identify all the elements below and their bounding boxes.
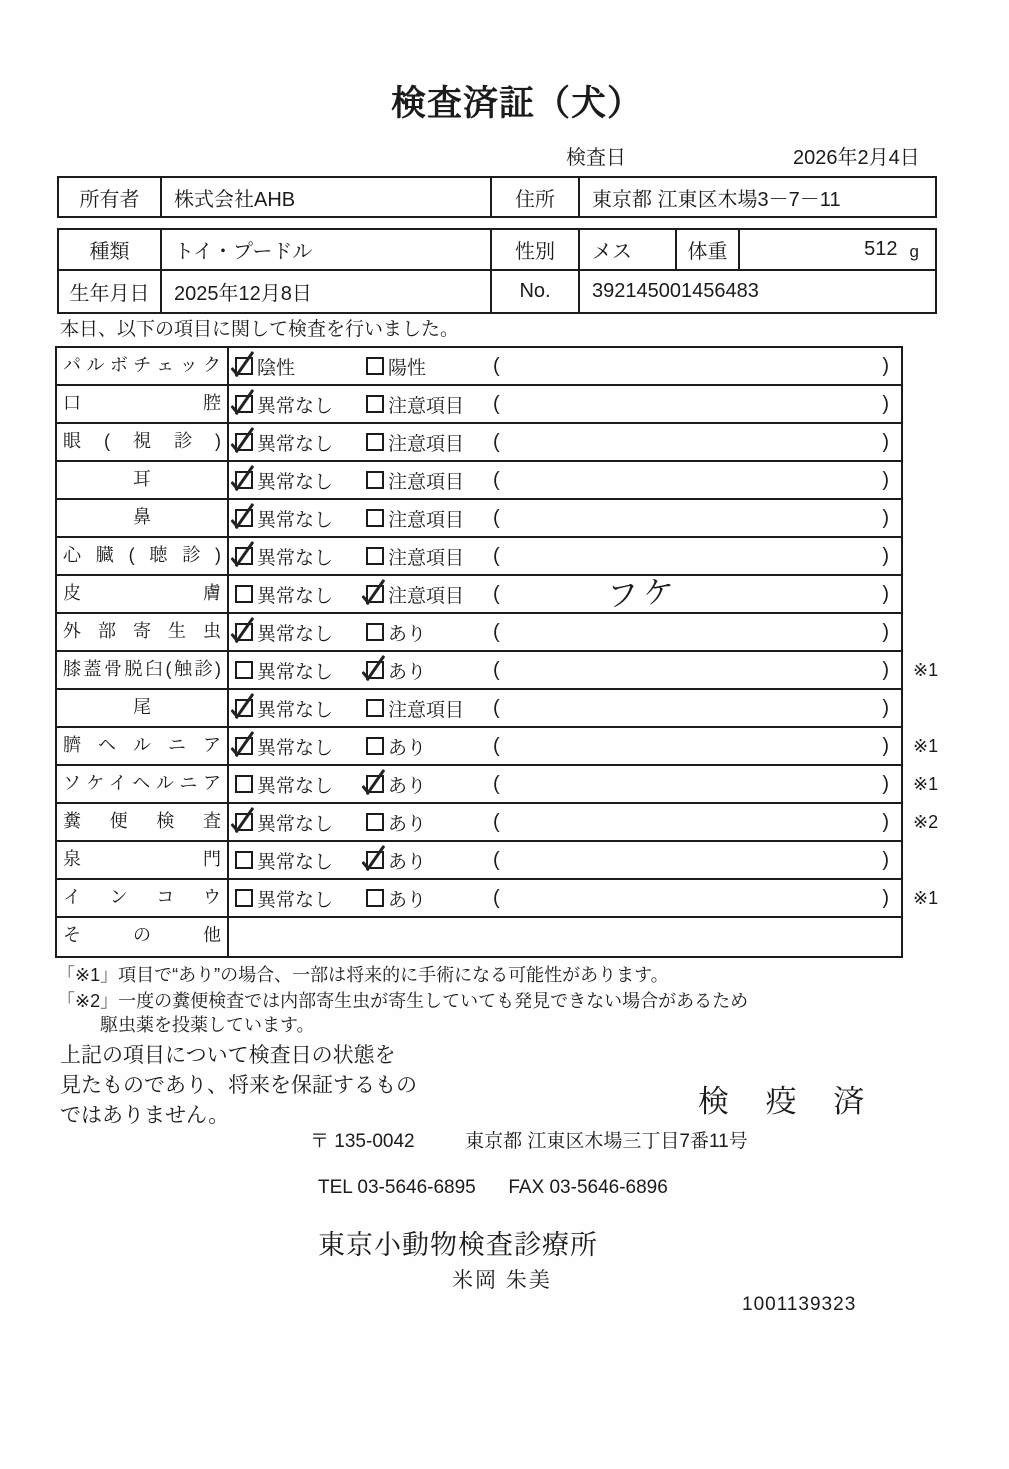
option-2 [366, 614, 426, 650]
checkbox-option-2 [366, 509, 384, 527]
footnote-2-continuation: 駆虫薬を投薬しています。 [100, 1015, 315, 1035]
footnote-1: 「※1」項目で“あり”の場合、一部は将来的に手術になる可能性があります。 [57, 965, 669, 985]
checklist-row [57, 842, 901, 880]
animal-info-table [57, 228, 937, 314]
weight-label: 体重 [677, 230, 740, 269]
option-1-label: 異常なし [257, 737, 334, 759]
weight-value [740, 230, 935, 269]
option-1-label: 陰性 [257, 357, 296, 379]
option-2-label: 注意項目 [388, 509, 465, 531]
checkbox-option-1 [235, 851, 253, 869]
checklist-row-content [229, 500, 901, 536]
checkbox-option-1 [235, 585, 253, 603]
checklist-row [57, 918, 901, 956]
note-paren-close: ) [882, 355, 889, 377]
option-1 [235, 576, 333, 612]
option-2-label: あり [388, 737, 427, 759]
fax-number: FAX 03-5646-6896 [508, 1177, 668, 1198]
disclaimer-line-1: 上記の項目について検査日の状態を [60, 1044, 396, 1067]
option-1 [235, 424, 333, 460]
checklist-row [57, 386, 901, 424]
checkbox-option-1 [235, 471, 253, 489]
note-paren-open: ( [493, 621, 500, 643]
checklist-row-content [229, 766, 939, 802]
option-2-label: 注意項目 [388, 433, 465, 455]
option-1 [235, 842, 333, 878]
birthdate-value: 2025年12月8日 [162, 271, 492, 312]
checkbox-option-1 [235, 775, 253, 793]
checklist-row [57, 462, 901, 500]
option-1 [235, 728, 333, 764]
checkbox-option-2 [366, 661, 384, 679]
inspection-date-value: 2026年2月4日 [793, 147, 920, 169]
birthdate-label: 生年月日 [59, 271, 162, 312]
checkbox-option-1 [235, 357, 253, 375]
note-paren-close: ) [882, 773, 889, 795]
option-1-label: 異常なし [257, 775, 334, 797]
note-paren-open: ( [493, 659, 500, 681]
note-paren-close: ) [882, 659, 889, 681]
weight-unit: g [909, 241, 919, 261]
option-2 [366, 424, 464, 460]
option-1 [235, 348, 295, 384]
disclaimer-line-2: 見たものであり、将来を保証するもの [60, 1074, 417, 1097]
note-paren-close: ) [882, 697, 889, 719]
footnote-2: 「※2」一度の糞便検査では内部寄生虫が寄生していても発見できない場合があるため [57, 991, 749, 1011]
note-paren-open: ( [493, 583, 500, 605]
tel-number: TEL 03-5646-6895 [318, 1177, 476, 1198]
checkbox-option-2 [366, 775, 384, 793]
note-paren-open: ( [493, 393, 500, 415]
checkbox-option-2 [366, 395, 384, 413]
option-1-label: 異常なし [257, 471, 334, 493]
inspection-date-label: 検査日 [566, 147, 626, 169]
checkbox-option-1 [235, 737, 253, 755]
note-paren-open: ( [493, 773, 500, 795]
intro-text: 本日、以下の項目に関して検査を行いました。 [60, 319, 460, 340]
option-2-label: 注意項目 [388, 585, 465, 607]
checklist-item-label: 鼻 [57, 500, 229, 536]
checkbox-option-1 [235, 395, 253, 413]
checkbox-option-2 [366, 889, 384, 907]
option-2-label: 陽性 [388, 357, 427, 379]
clinic-postal-line [310, 1126, 748, 1153]
checklist-item-label: 尾 [57, 690, 229, 726]
checkbox-option-1 [235, 813, 253, 831]
option-1 [235, 500, 333, 536]
breed-label: 種類 [59, 230, 162, 269]
checklist-item-label: 眼(視診) [57, 424, 229, 460]
checklist-row-content [229, 690, 901, 726]
option-2-label: あり [388, 623, 427, 645]
handwritten-note: フケ [606, 572, 681, 615]
footnote-mark: ※1 [913, 888, 939, 908]
owner-value: 株式会社AHB [162, 178, 492, 216]
clinic-telfax-line [318, 1177, 668, 1199]
checklist-item-label: 臍ヘルニア [57, 728, 229, 764]
option-1 [235, 690, 333, 726]
note-paren-open: ( [493, 887, 500, 909]
option-1 [235, 614, 333, 650]
quarantine-stamp: 検 疫 済 [698, 1084, 879, 1119]
checklist-item-label: パルボチェック [57, 348, 229, 384]
option-2 [366, 804, 426, 840]
option-1-label: 異常なし [257, 585, 334, 607]
checklist-row [57, 652, 939, 690]
checklist-row-content [229, 652, 939, 688]
checkbox-option-2 [366, 813, 384, 831]
examiner-name: 米岡 朱美 [452, 1269, 552, 1292]
clinic-name: 東京小動物検査診療所 [318, 1230, 598, 1260]
no-label: No. [492, 271, 580, 312]
checkbox-option-1 [235, 547, 253, 565]
option-2 [366, 386, 464, 422]
sex-label: 性別 [492, 230, 580, 269]
option-1-label: 異常なし [257, 661, 334, 683]
option-1-label: 異常なし [257, 433, 334, 455]
option-2-label: あり [388, 775, 427, 797]
postal-mark: 〒 [310, 1131, 330, 1152]
checkbox-option-1 [235, 889, 253, 907]
checklist-row [57, 728, 939, 766]
note-paren-open: ( [493, 735, 500, 757]
option-2 [366, 576, 464, 612]
option-1-label: 異常なし [257, 509, 334, 531]
option-1 [235, 462, 333, 498]
checkbox-option-2 [366, 699, 384, 717]
checkbox-option-2 [366, 547, 384, 565]
weight-number: 512 [864, 238, 898, 260]
address-value: 東京都 江東区木場3－7－11 [592, 188, 841, 211]
checkbox-option-2 [366, 851, 384, 869]
option-2-label: あり [388, 661, 427, 683]
option-2 [366, 766, 426, 802]
checklist-item-label: 糞便検査 [57, 804, 229, 840]
option-1 [235, 880, 333, 916]
checkbox-option-2 [366, 585, 384, 603]
breed-value: トイ・プードル [162, 230, 492, 269]
checklist-row-content [229, 424, 901, 460]
option-2 [366, 538, 464, 574]
checklist-row-content [229, 348, 901, 384]
option-1-label: 異常なし [257, 395, 334, 417]
checklist-row [57, 348, 901, 386]
checkbox-option-1 [235, 433, 253, 451]
footnote-mark: ※1 [913, 660, 939, 680]
checklist-row [57, 614, 901, 652]
option-2 [366, 690, 464, 726]
note-paren-close: ) [882, 849, 889, 871]
checkbox-option-2 [366, 357, 384, 375]
checklist-item-label: 外部寄生虫 [57, 614, 229, 650]
disclaimer-line-3: ではありません。 [60, 1104, 230, 1127]
option-2-label: あり [388, 851, 427, 873]
disclaimer-text [60, 1041, 417, 1131]
checklist-item-label: 皮膚 [57, 576, 229, 612]
clinic-address: 東京都 江東区木場三丁目7番11号 [465, 1131, 748, 1152]
checklist-row-content [229, 880, 939, 916]
option-2 [366, 880, 426, 916]
note-paren-open: ( [493, 507, 500, 529]
checklist-item-label: 泉門 [57, 842, 229, 878]
option-1 [235, 652, 333, 688]
checklist-item-label: インコウ [57, 880, 229, 916]
option-1-label: 異常なし [257, 699, 334, 721]
note-paren-open: ( [493, 431, 500, 453]
checklist-row [57, 766, 939, 804]
note-paren-close: ) [882, 811, 889, 833]
note-paren-open: ( [493, 355, 500, 377]
option-1 [235, 538, 333, 574]
note-paren-close: ) [882, 507, 889, 529]
option-2 [366, 842, 426, 878]
checkbox-option-1 [235, 661, 253, 679]
checkbox-option-2 [366, 471, 384, 489]
checkbox-option-2 [366, 737, 384, 755]
checklist-row [57, 538, 901, 576]
option-2-label: 注意項目 [388, 471, 465, 493]
document-number: 1001139323 [742, 1294, 857, 1315]
option-2 [366, 462, 464, 498]
note-paren-open: ( [493, 469, 500, 491]
option-1-label: 異常なし [257, 851, 334, 873]
option-2 [366, 500, 464, 536]
footnote-mark: ※1 [913, 736, 939, 756]
checklist-row-content [229, 538, 901, 574]
sex-value: メス [580, 230, 677, 269]
option-2 [366, 728, 426, 764]
checklist-row [57, 880, 939, 918]
checklist-row-content [229, 728, 939, 764]
address-label: 住所 [492, 178, 580, 216]
checklist-row-content [229, 462, 901, 498]
checklist-row-content [229, 572, 901, 615]
note-paren-close: ) [882, 735, 889, 757]
checklist-item-label: 口腔 [57, 386, 229, 422]
option-2 [366, 652, 426, 688]
checklist-row [57, 690, 901, 728]
checkbox-option-1 [235, 699, 253, 717]
option-2-label: あり [388, 889, 427, 911]
checklist-row [57, 804, 939, 842]
checklist-row-content [229, 918, 901, 956]
option-2-label: 注意項目 [388, 547, 465, 569]
checklist-row [57, 572, 901, 615]
checkbox-option-2 [366, 433, 384, 451]
option-1 [235, 386, 333, 422]
note-paren-close: ) [882, 431, 889, 453]
checklist-row-content [229, 386, 901, 422]
no-value: 392145001456483 [592, 280, 759, 302]
note-paren-close: ) [882, 469, 889, 491]
note-paren-open: ( [493, 545, 500, 567]
option-1-label: 異常なし [257, 889, 334, 911]
owner-label: 所有者 [59, 178, 162, 216]
footnote-mark: ※1 [913, 774, 939, 794]
note-paren-close: ) [882, 393, 889, 415]
checkbox-option-2 [366, 623, 384, 641]
checklist-item-label: 耳 [57, 462, 229, 498]
checklist-row [57, 500, 901, 538]
checklist-row-content [229, 614, 901, 650]
option-2-label: 注意項目 [388, 395, 465, 417]
checkbox-option-1 [235, 509, 253, 527]
option-2-label: あり [388, 813, 427, 835]
checklist-item-label: ソケイヘルニア [57, 766, 229, 802]
note-paren-close: ) [882, 887, 889, 909]
page-title: 検査済証（犬） [391, 84, 644, 123]
footnote-mark: ※2 [913, 812, 939, 832]
checklist-row [57, 424, 901, 462]
checklist-item-label: 膝蓋骨脱臼(触診) [57, 652, 229, 688]
note-paren-open: ( [493, 811, 500, 833]
checkbox-option-1 [235, 623, 253, 641]
checklist-item-label: 心臓(聴診) [57, 538, 229, 574]
note-paren-close: ) [882, 583, 889, 605]
owner-info-table [57, 176, 937, 218]
checklist-table [55, 346, 939, 958]
note-paren-close: ) [882, 621, 889, 643]
postal-code: 135-0042 [334, 1131, 415, 1152]
option-1 [235, 804, 333, 840]
option-1-label: 異常なし [257, 813, 334, 835]
option-1-label: 異常なし [257, 623, 334, 645]
note-paren-open: ( [493, 849, 500, 871]
option-1-label: 異常なし [257, 547, 334, 569]
option-1 [235, 766, 333, 802]
option-2 [366, 348, 426, 384]
checklist-item-label: その他 [57, 918, 229, 956]
checklist-row-content [229, 804, 939, 840]
checklist-row-content [229, 842, 901, 878]
note-paren-open: ( [493, 697, 500, 719]
note-paren-close: ) [882, 545, 889, 567]
option-2-label: 注意項目 [388, 699, 465, 721]
